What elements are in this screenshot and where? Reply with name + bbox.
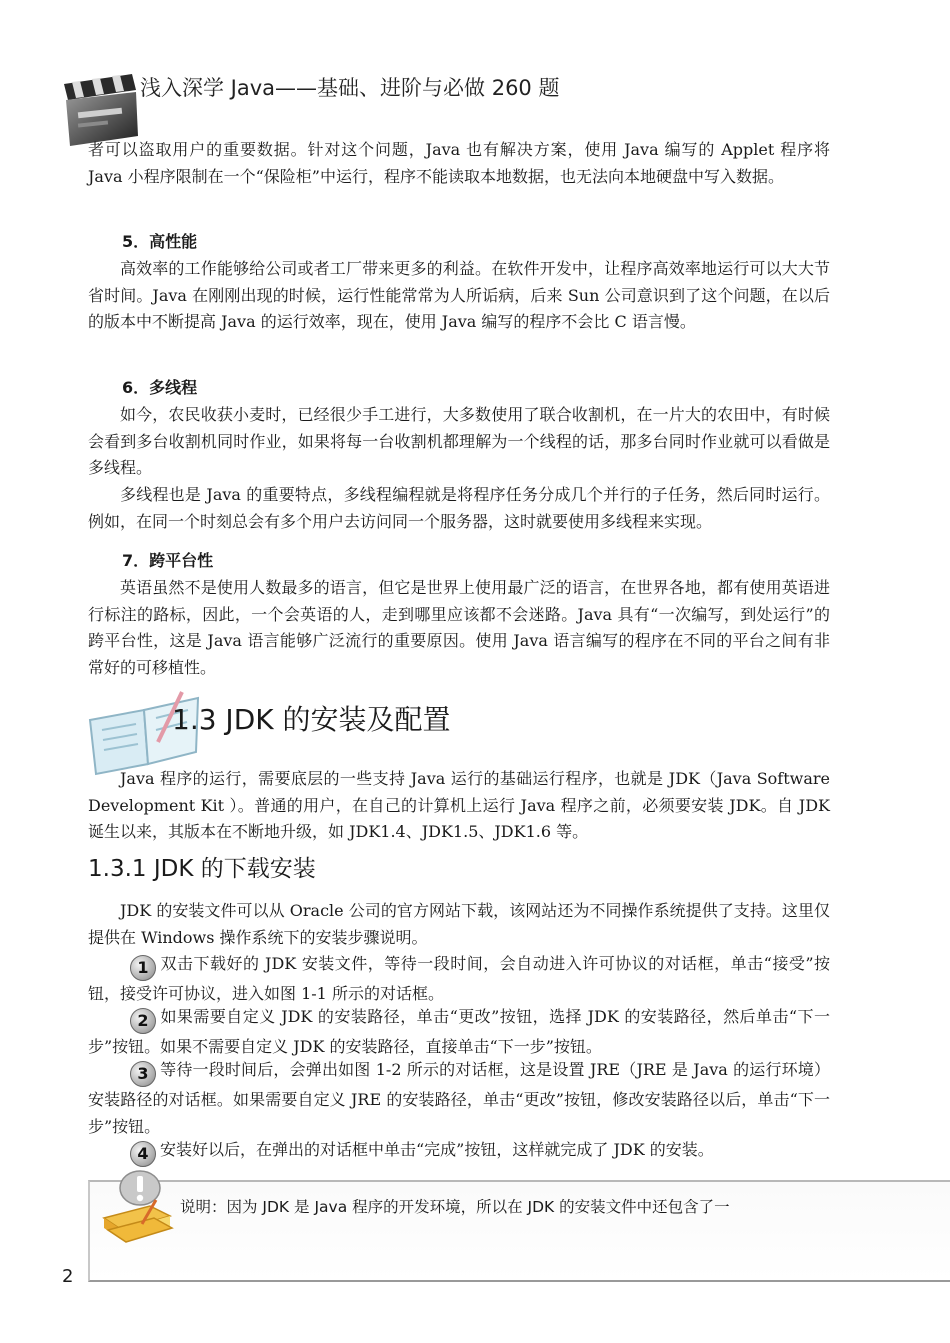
step-number-badge: 1 [130, 955, 156, 981]
note-books-icon [100, 1170, 176, 1250]
subsection-heading-jdk-download: 1.3.1 JDK 的下载安装 [88, 856, 316, 882]
step-text: 如果需要自定义 JDK 的安装路径，单击“更改”按钮，选择 JDK 的安装路径，然后单击“下一步”按钮。如果不需要自定义 JDK 的安装路径，直接单击“下一步”按钮。 [88, 1007, 830, 1056]
step-number-badge: 3 [130, 1061, 156, 1087]
step-item [88, 951, 830, 1008]
section-heading-jdk: 1.3 JDK 的安装及配置 [172, 703, 451, 736]
subheading-cross-platform: 7．跨平台性 [122, 551, 214, 570]
paragraph-cross-platform: 英语虽然不是使用人数最多的语言，但它是世界上使用最广泛的语言，在世界各地，都有使用英语进行标注的路标，因此，一个会英语的人，走到哪里应该都不会迷路。Java 具有“一次编写，到处运行”的跨平台性，这是 Java 语言能够广泛流行的重要原因。使用 Java 语言编写的程序在不同的平台之间有非常好的可移植性。 [88, 578, 830, 677]
note-text: 说明：因为 JDK 是 Java 程序的开发环境，所以在 JDK 的安装文件中还包含了一 [180, 1198, 730, 1216]
step-number-badge: 2 [130, 1008, 156, 1034]
subheading-multithread: 6．多线程 [122, 378, 198, 397]
step-number-badge: 4 [130, 1141, 156, 1167]
step-item [88, 1137, 830, 1167]
paragraph-performance: 高效率的工作能够给公司或者工厂带来更多的利益。在软件开发中，让程序高效率地运行可以大大节省时间。Java 在刚刚出现的时候，运行性能常常为人所诟病，后来 Sun 公司意识到了这个问题，在以后的版本中不断提高 Java 的运行效率，现在，使用 Java 编写的程序不会比 C 语言慢。 [88, 259, 830, 331]
subheading-performance: 5．高性能 [122, 232, 198, 251]
paragraph-multithread-1: 如今，农民收获小麦时，已经很少手工进行，大多数使用了联合收割机，在一片大的农田中，有时候会看到多台收割机同时作业，如果将每一台收割机都理解为一个线程的话，那多台同时作业就可以看做是多线程。 [88, 405, 830, 477]
paragraph-jdk-download: JDK 的安装文件可以从 Oracle 公司的官方网站下载，该网站还为不同操作系统提供了支持。这里仅提供在 Windows 操作系统下的安装步骤说明。 [88, 901, 830, 947]
paragraph-multithread-2: 多线程也是 Java 的重要特点，多线程编程就是将程序任务分成几个并行的子任务，然后同时运行。例如，在同一个时刻总会有多个用户去访问同一个服务器，这时就要使用多线程来实现。 [88, 485, 830, 531]
step-text: 安装好以后，在弹出的对话框中单击“完成”按钮，这样就完成了 JDK 的安装。 [160, 1140, 714, 1159]
step-text: 双击下载好的 JDK 安装文件，等待一段时间，会自动进入许可协议的对话框，单击“接受”按钮，接受许可协议，进入如图 1-1 所示的对话框。 [88, 954, 830, 1003]
header-title: 浅入深学 Java——基础、进阶与必做 260 题 [140, 76, 560, 100]
paragraph-jdk-intro: Java 程序的运行，需要底层的一些支持 Java 运行的基础运行程序，也就是 JDK（Java Software Development Kit ）。普通的用户，在自己的计算机上运行 Java 程序之前，必须要安装 JDK。自 JDK 诞生以来，其版本在不断地升级，如 JDK1.4、JDK1.5、JDK1.6 等。 [88, 769, 830, 841]
page-number: 2 [62, 1266, 74, 1287]
step-text: 等待一段时间后，会弹出如图 1-2 所示的对话框，这是设置 JRE（JRE 是 Java 的运行环境）安装路径的对话框。如果需要自定义 JRE 的安装路径，单击“更改”按钮，修改安装路径以后，单击“下一步”按钮。 [88, 1060, 830, 1136]
step-item [88, 1057, 830, 1140]
paragraph-security-end: 者可以盗取用户的重要数据。针对这个问题，Java 也有解决方案，使用 Java 编写的 Applet 程序将 Java 小程序限制在一个“保险柜”中运行，程序不能读取本地数据，也无法向本地硬盘中写入数据。 [88, 140, 830, 186]
step-item [88, 1004, 830, 1061]
